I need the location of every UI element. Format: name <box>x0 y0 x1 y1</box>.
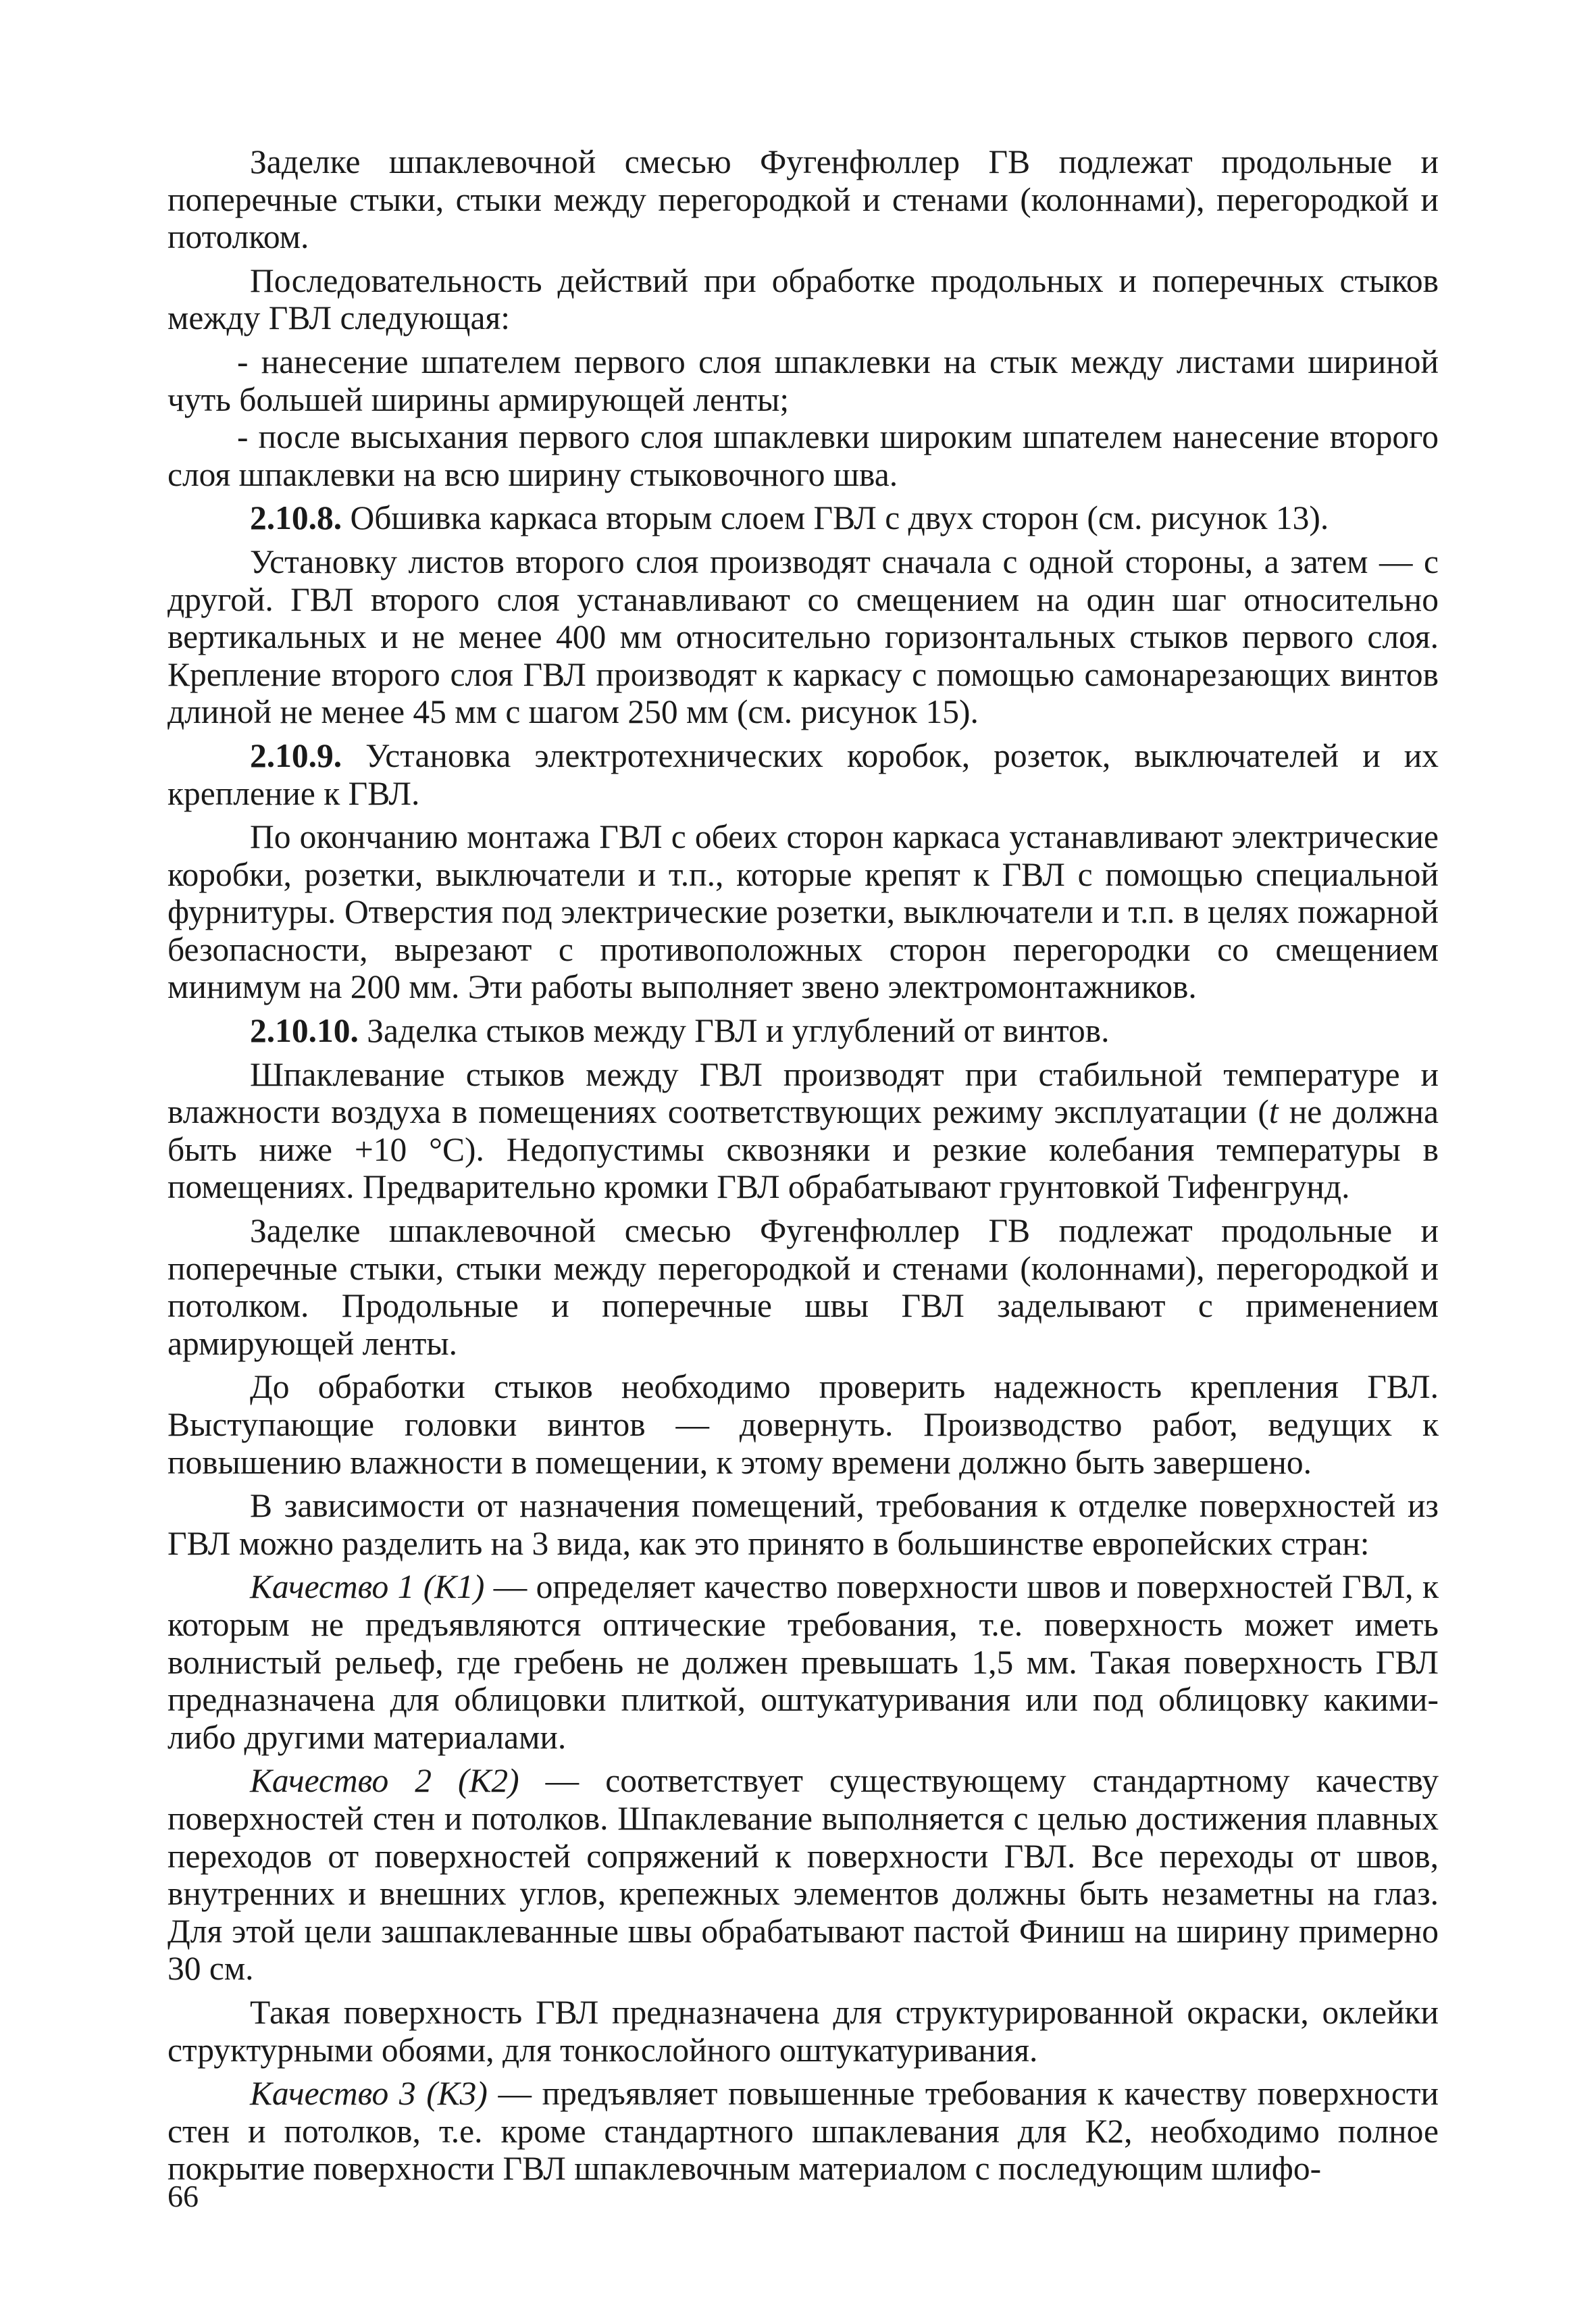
paragraph-temperature <box>168 1056 1439 1206</box>
text-part: Шпаклевание стыков между ГВЛ производят при стабильной температуре и влажности воздуха в помещениях соответствующих режиму эксплуатации ( <box>168 1055 1439 1131</box>
page-number: 66 <box>168 2179 199 2213</box>
paragraph-quality-k3 <box>168 2075 1439 2188</box>
paragraph-seal-joints-tape: Заделке шпаклевочной смесью Фугенфюллер ГВ подлежат продольные и поперечные стыки, стыки между перегородкой и стенами (колоннами), перегородкой и потолком. Продольные и поперечные швы ГВЛ заделывают с применением армирующей ленты. <box>168 1212 1439 1362</box>
section-number: 2.10.9. <box>250 736 342 774</box>
document-body <box>168 143 1439 2194</box>
paragraph-check-fastening: До обработки стыков необходимо проверить надежность крепления ГВЛ. Выступающие головки винтов — довернуть. Производство работ, ведущих к повышению влажности в помещении, к этому времени должно быть завершено. <box>168 1368 1439 1481</box>
paragraph-seal-joints: Заделке шпаклевочной смесью Фугенфюллер ГВ подлежат продольные и поперечные стыки, стыки между перегородкой и стенами (колоннами), перегородкой и потолком. <box>168 143 1439 256</box>
paragraph-k2-usage: Такая поверхность ГВЛ предназначена для структурированной окраски, оклейки структурными обоями, для тонкослойного оштукатуривания. <box>168 1993 1439 2069</box>
paragraph-quality-k1 <box>168 1568 1439 1756</box>
section-title: Установка электротехнических коробок, розеток, выключателей и их крепление к ГВЛ. <box>168 736 1439 812</box>
paragraph-quality-k2 <box>168 1762 1439 1988</box>
quality-label: Качество 3 (К3) <box>250 2075 488 2113</box>
paragraph-second-layer-install: Установку листов второго слоя производят сначала с одной стороны, а затем — с другой. ГВЛ второго слоя устанавливают со смещением на один шаг относительно вертикальных и не менее 400 мм относительно горизонтальных стыков первого слоя. Крепление второго слоя ГВЛ производят к каркасу с помощью самонарезающих винтов длиной не менее 45 мм с шагом 250 мм (см. рисунок 15). <box>168 543 1439 731</box>
section-title: Обшивка каркаса вторым слоем ГВЛ с двух сторон (см. рисунок 13). <box>342 499 1329 537</box>
list-item-first-layer: - нанесение шпателем первого слоя шпаклевки на стык между листами шириной чуть большей ширины армирующей ленты; <box>168 343 1439 418</box>
section-title: Заделка стыков между ГВЛ и углублений от винтов. <box>358 1012 1110 1050</box>
section-2-10-9 <box>168 737 1439 812</box>
quality-description: — соответствует существующему стандартному качеству поверхностей стен и потолков. Шпаклевание выполняется с целью достижения плавных переходов от поверхностей сопряжений к поверхности ГВЛ. Все переходы от швов, внутренних и внешних углов, крепежных элементов должны быть незаметны на глаз. Для этой цели зашпаклеванные швы обрабатывают пастой Финиш на ширину примерно 30 см. <box>168 1762 1439 1988</box>
quality-label: Качество 2 (К2) <box>250 1762 519 1800</box>
quality-description: — предъявляет повышенные требования к качеству поверхности стен и потолков, т.е. кроме стандартного шпаклевания для К2, необходимо полное покрытие поверхности ГВЛ шпаклевочным материалом с последующим шлифо- <box>168 2075 1439 2188</box>
paragraph-sequence-intro: Последовательность действий при обработке продольных и поперечных стыков между ГВЛ следующая: <box>168 261 1439 337</box>
temperature-symbol: t <box>1268 1093 1279 1131</box>
section-2-10-8 <box>168 499 1439 537</box>
section-2-10-10 <box>168 1012 1439 1050</box>
paragraph-electrical: По окончанию монтажа ГВЛ с обеих сторон каркаса устанавливают электрические коробки, розетки, выключатели и т.п., которые крепят к ГВЛ с помощью специальной фурнитуры. Отверстия под электрические розетки, выключатели и т.п. в целях пожарной безопасности, вырезают с противоположных сторон перегородки со смещением минимум на 200 мм. Эти работы выполняет звено электромонтажников. <box>168 818 1439 1006</box>
text-part: не должна быть ниже +10 °С). Недопустимы сквозняки и резкие колебания температуры в помещениях. Предварительно кромки ГВЛ обрабатывают грунтовкой Тифенгрунд. <box>168 1093 1439 1206</box>
list-item-second-layer: - после высыхания первого слоя шпаклевки широким шпателем нанесение второго слоя шпаклевки на всю ширину стыковочного шва. <box>168 418 1439 493</box>
section-number: 2.10.8. <box>250 499 342 537</box>
section-number: 2.10.10. <box>250 1012 359 1050</box>
paragraph-quality-types: В зависимости от назначения помещений, требования к отделке поверхностей из ГВЛ можно разделить на 3 вида, как это принято в большинстве европейских стран: <box>168 1487 1439 1562</box>
quality-label: Качество 1 (К1) <box>250 1568 485 1606</box>
quality-description: — определяет качество поверхности швов и поверхностей ГВЛ, к которым не предъявляются оптические требования, т.е. поверхность может иметь волнистый рельеф, где гребень не должен превышать 1,5 мм. Такая поверхность ГВЛ предназначена для облицовки плиткой, оштукатуривания или под облицовку какими-либо другими материалами. <box>168 1568 1439 1756</box>
